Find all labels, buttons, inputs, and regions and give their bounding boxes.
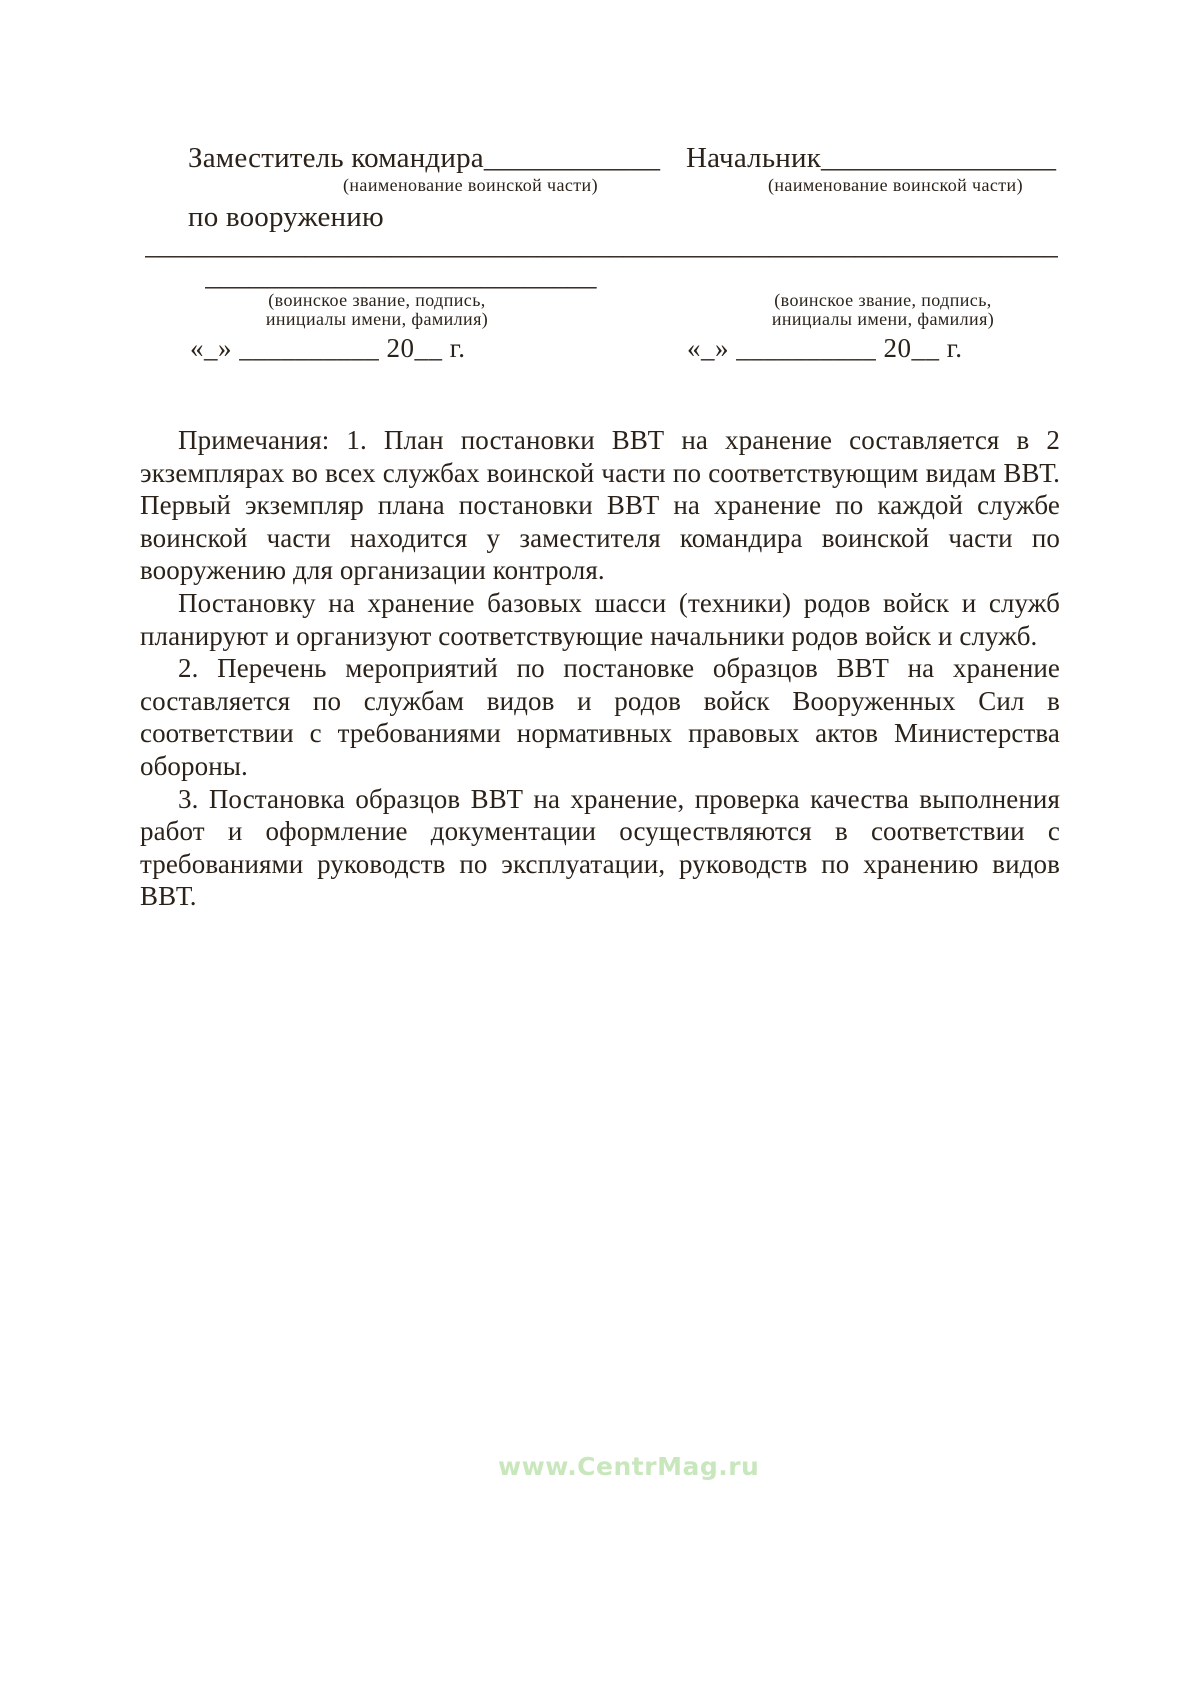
note-paragraph-2: Постановку на хранение базовых шасси (техники) родов войск и служб планируют и организуют соответствующие начальники родов войск и служб. — [140, 587, 1060, 651]
left-signatory-title — [188, 143, 660, 173]
note-paragraph-3: 2. Перечень мероприятий по постановке образцов ВВТ на хранение составляется по службам видов и родов войск Вооруженных Сил в соответствии с требованиями нормативных правовых актов Министерства обороны. — [140, 653, 1060, 781]
right-signatory-label: Начальник — [686, 142, 821, 174]
left-signature-blank-line: ___________________________ — [205, 263, 597, 289]
right-date-line: «_» __________ 20__ г. — [687, 333, 963, 363]
left-unit-name-blank: ____________ — [483, 142, 661, 174]
right-signature-caption — [752, 291, 1014, 329]
left-signature-caption-line2: инициалы имени, фамилия) — [265, 309, 489, 329]
left-unit-name-caption: (наименование воинской части) — [343, 175, 598, 195]
full-width-blank-line: _______________________________________________________________ — [145, 232, 1058, 258]
left-signature-caption — [246, 291, 508, 329]
note-paragraph-1: Примечания: 1. План постановки ВВТ на хранение составляется в 2 экземплярах во всех службах воинской части по соответствующим видам ВВТ. Первый экземпляр плана постановки ВВТ на хранение по каждой службе воинской части находится у заместителя командира воинской части по вооружению для организации контроля. — [140, 425, 1060, 586]
right-signature-caption-line2: инициалы имени, фамилия) — [771, 309, 995, 329]
notes-section — [140, 424, 1060, 913]
right-signatory-title — [686, 143, 1056, 173]
centrmag-watermark: www.CentrMag.ru — [498, 1452, 760, 1481]
left-signatory-label: Заместитель командира — [188, 142, 484, 174]
left-signature-caption-line1: (воинское звание, подпись, — [268, 290, 486, 310]
left-signatory-title-line2: по вооружению — [188, 201, 384, 233]
right-signature-caption-line1: (воинское звание, подпись, — [774, 290, 992, 310]
note-paragraph-4: 3. Постановка образцов ВВТ на хранение, проверка качества выполнения работ и оформление документации осуществляются в соответствии с требованиями руководств по эксплуатации, руководств по хранению видов ВВТ. — [140, 783, 1060, 912]
left-date-line: «_» __________ 20__ г. — [190, 333, 466, 363]
right-unit-name-blank: ________________ — [821, 142, 1057, 174]
right-unit-name-caption: (наименование воинской части) — [768, 175, 1023, 195]
